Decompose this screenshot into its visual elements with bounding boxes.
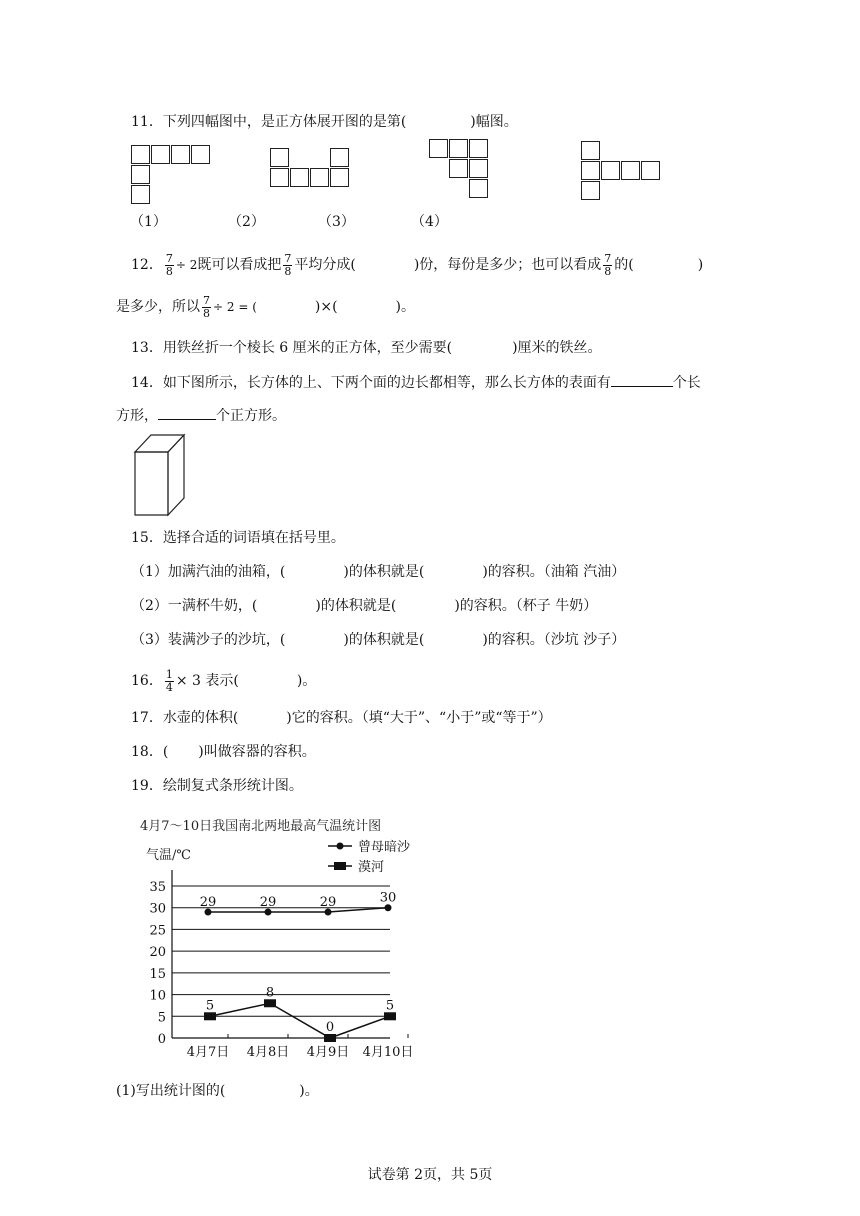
legend-marker xyxy=(334,862,346,870)
q14-line1-a: 14．如下图所示，长方体的上、下两个面的边长都相等，那么长方体的表面有 xyxy=(131,375,611,391)
data-label: 29 xyxy=(199,895,217,911)
fraction-denominator: 8 xyxy=(284,264,292,278)
y-tick-label: 20 xyxy=(149,945,166,961)
question-14 xyxy=(131,372,701,393)
q12-text-5: ) xyxy=(697,257,704,273)
y-axis-label: 气温/℃ xyxy=(146,848,191,863)
q16-text-1: × 3 表示( xyxy=(175,673,239,689)
q15-item-3 xyxy=(131,630,625,650)
fraction-denominator: 8 xyxy=(165,264,173,278)
q19-sub1-text-a: (1)写出统计图的( xyxy=(116,1083,226,1099)
q19-sub-1 xyxy=(116,1081,319,1101)
q12-text-1: 既可以看成把 xyxy=(197,257,282,273)
plot-area xyxy=(149,870,413,1060)
q12-line2-c: )×( xyxy=(314,299,338,315)
data-label: 0 xyxy=(325,1020,335,1035)
q15-item-text-c: )的容积。（杯子 牛奶） xyxy=(454,598,598,614)
q11-label-1: （1） xyxy=(130,214,167,230)
q18-text-a: 18．( xyxy=(131,744,169,760)
fraction-7-8 xyxy=(603,253,612,278)
series-line xyxy=(210,1003,390,1038)
q19-sub1-text-b: )。 xyxy=(299,1083,319,1099)
question-12-line-2 xyxy=(116,294,415,320)
data-label: 5 xyxy=(385,998,395,1014)
data-point xyxy=(204,1012,216,1020)
answer-blank[interactable] xyxy=(611,372,673,387)
q16-number: 16． xyxy=(131,673,163,689)
q11-text-a: 11．下列四幅图中，是正方体展开图的是第( xyxy=(131,114,407,130)
q15-item-text-b: )的体积就是( xyxy=(315,598,397,614)
y-tick-label: 25 xyxy=(149,923,166,939)
question-19: 19．绘制复式条形统计图。 xyxy=(131,778,303,794)
q15-item-1 xyxy=(131,562,625,582)
q12-line2-d: )。 xyxy=(395,299,415,315)
data-label: 8 xyxy=(265,985,275,1001)
question-18 xyxy=(131,742,316,762)
q15-item-2 xyxy=(131,596,597,616)
y-tick-label: 35 xyxy=(149,880,166,895)
question-11 xyxy=(131,112,518,132)
x-tick-label: 4月10日 xyxy=(362,1045,414,1060)
q12-text-2: 平均分成( xyxy=(294,257,356,273)
fraction-denominator: 8 xyxy=(203,306,210,320)
y-tick-label: 5 xyxy=(157,1010,166,1026)
data-label: 30 xyxy=(379,890,397,906)
q15-item-text-a: （3）装满沙子的沙坑，( xyxy=(131,632,286,648)
q11-text-b: )幅图。 xyxy=(470,114,518,130)
q15-item-text-a: （1）加满汽油的油箱，( xyxy=(131,564,286,580)
q15-item-text-c: )的容积。（沙坑 沙子） xyxy=(482,632,626,648)
answer-blank[interactable] xyxy=(158,405,216,420)
q13-text-b: )厘米的铁丝。 xyxy=(512,340,602,356)
fraction-7-8 xyxy=(165,253,174,278)
q17-text-a: 17．水壶的体积( xyxy=(131,710,239,726)
cuboid-figure xyxy=(130,432,190,518)
data-label: 29 xyxy=(319,895,337,911)
question-17 xyxy=(131,708,552,728)
q11-label-4: （4） xyxy=(411,214,448,230)
y-tick-label: 30 xyxy=(149,901,166,917)
q15-item-text-b: )的体积就是( xyxy=(343,564,425,580)
data-label: 5 xyxy=(205,998,215,1014)
q12-line2-b: ÷ 2 = ( xyxy=(213,300,257,314)
fraction-numerator: 7 xyxy=(203,293,210,307)
q11-label-3: （3） xyxy=(318,214,355,230)
fraction-numerator: 7 xyxy=(165,251,173,265)
q16-text-2: )。 xyxy=(296,673,317,689)
fraction-numerator: 7 xyxy=(604,251,612,265)
q11-label-2: （2） xyxy=(228,214,265,230)
legend-label: 曾母暗沙 xyxy=(358,840,411,855)
chart-title: 4月7～10日我国南北两地最高气温统计图 xyxy=(140,819,382,834)
y-tick-label: 10 xyxy=(149,988,166,1004)
fraction-denominator: 4 xyxy=(165,680,173,694)
data-point xyxy=(384,1012,396,1020)
question-12 xyxy=(131,252,703,278)
question-15: 15．选择合适的词语填在括号里。 xyxy=(131,530,345,546)
fraction-denominator: 8 xyxy=(604,264,612,278)
series-line xyxy=(208,908,388,912)
y-tick-label: 15 xyxy=(149,966,166,982)
temperature-line-chart xyxy=(130,810,420,1065)
q13-text-a: 13．用铁丝折一个棱长 6 厘米的正方体，至少需要( xyxy=(131,340,453,356)
fraction-numerator: 1 xyxy=(165,667,173,681)
question-13 xyxy=(131,338,602,358)
q18-text-b: )叫做容器的容积。 xyxy=(198,744,316,760)
x-tick-label: 4月8日 xyxy=(246,1045,290,1060)
y-tick-label: 0 xyxy=(157,1032,166,1047)
q12-text-3: )份，每份是多少；也可以看成 xyxy=(413,257,602,273)
q14-line1-b: 个长 xyxy=(672,375,701,391)
legend-marker xyxy=(337,843,344,850)
question-14-line-2 xyxy=(116,405,286,426)
q14-line2-a: 方形， xyxy=(116,408,158,424)
q15-item-text-c: )的容积。（油箱 汽油） xyxy=(482,564,626,580)
fraction-7-8 xyxy=(283,253,292,278)
x-tick-label: 4月9日 xyxy=(306,1045,350,1060)
legend-label: 漠河 xyxy=(358,860,385,875)
fraction-numerator: 7 xyxy=(284,251,292,265)
q12-div2: ÷ 2 xyxy=(175,258,198,272)
q15-item-text-b: )的体积就是( xyxy=(343,632,425,648)
fraction-7-8 xyxy=(202,295,211,320)
fraction-1-4 xyxy=(165,669,174,694)
chart-legend xyxy=(328,839,411,875)
q12-text-4: 的( xyxy=(614,257,634,273)
q12-line2-a: 是多少，所以 xyxy=(116,299,200,315)
q12-number: 12． xyxy=(131,257,163,273)
data-label: 29 xyxy=(259,895,277,911)
x-tick-label: 4月7日 xyxy=(186,1045,230,1060)
question-16 xyxy=(131,668,316,694)
q14-line2-b: 个正方形。 xyxy=(216,408,286,424)
data-point xyxy=(324,1034,336,1042)
q15-item-text-a: （2）一满杯牛奶，( xyxy=(131,598,258,614)
data-point xyxy=(264,999,276,1007)
page-footer: 试卷第 2页，共 5页 xyxy=(367,1167,493,1183)
q17-text-b: )它的容积。（填“大于”、“小于”或“等于”） xyxy=(286,710,552,726)
